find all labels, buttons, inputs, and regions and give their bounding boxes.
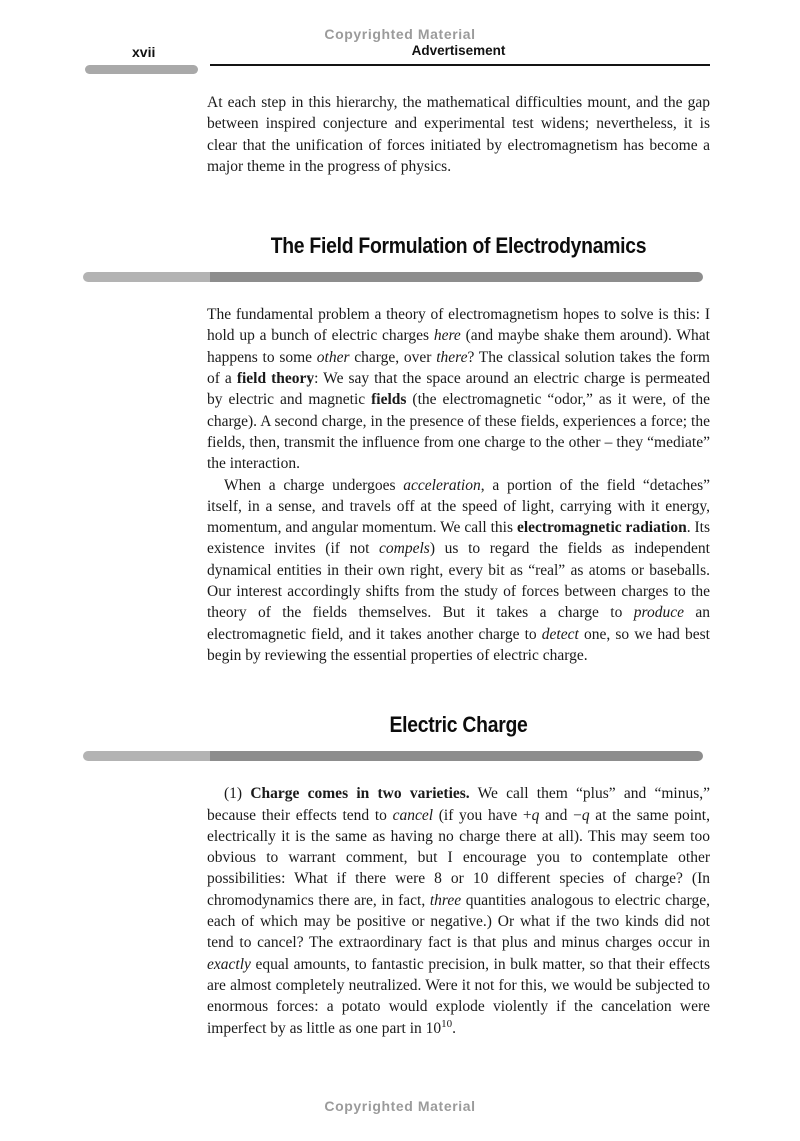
section-heading: The Field Formulation of Electrodynamics: [270, 233, 647, 259]
page-content: [0, 92, 800, 1039]
text-run: fields: [371, 391, 407, 409]
text-run: other: [316, 348, 350, 366]
copyright-notice-top: Copyrighted Material: [324, 26, 476, 42]
text-run: , a portion of the field “detaches” itself, in a sense, and travels off at the speed of light, carrying with it energy, momentum, and angular momentum. We call this: [207, 476, 710, 537]
text-run: (the electromagnetic “odor,” as it were, of the charge). A second charge, in the presence of these fields, experiences a force; the fields, then, transmit the influence from one charge to the other – they “mediate” the interaction.: [207, 391, 710, 473]
text-run: exactly: [207, 955, 251, 973]
section-divider: [83, 272, 703, 282]
text-run: quantities analogous to electric charge, each of which may be positive or negative.) Or what if the two kinds did not tend to cancel? The extraordinary fact is that plus and minus charges occur in: [207, 891, 711, 952]
text-run: The fundamental problem a theory of electromagnetism hopes to solve is this: I hold up a bunch of electric charges: [207, 306, 710, 345]
text-run: When a charge undergoes: [224, 476, 404, 494]
text-run: produce: [633, 604, 684, 622]
copyright-notice-bottom: Copyrighted Material: [324, 1098, 476, 1114]
text-run: one, so we had best begin by reviewing the essential properties of electric charge.: [207, 625, 710, 664]
text-run: acceleration: [403, 476, 481, 494]
text-run: an electromagnetic field, and it takes another charge to: [207, 604, 710, 643]
text-run: and −: [539, 806, 582, 824]
text-run: Charge comes in two varieties.: [250, 785, 470, 803]
text-run: three: [429, 891, 462, 909]
running-head: Advertisement: [411, 43, 506, 58]
text-run: compels: [379, 540, 430, 558]
header-gray-bar: [85, 65, 198, 74]
text-run: field theory: [236, 370, 315, 388]
section-electric-charge: [0, 712, 800, 1039]
section-intro: [0, 92, 800, 177]
text-run: (1): [224, 785, 251, 803]
text-run: here: [433, 327, 461, 345]
paragraph: [207, 475, 710, 667]
text-run: at the same point, electrically it is the same as having no charge there at all). This may seem too obvious to warrant comment, but I encourage you to contemplate other possibilities: What if there were 8 or 10 different species of charge? (In chromodynamics there are, in fact,: [207, 806, 710, 909]
page-number: xvii: [132, 44, 156, 60]
text-run: q: [581, 806, 590, 824]
text-run: electromagnetic radiation: [516, 519, 687, 537]
paragraph: [207, 92, 710, 177]
section-heading: Electric Charge: [389, 712, 528, 738]
text-run: charge, over: [349, 348, 437, 366]
text-run: ? The classical solution takes the form of a: [207, 348, 710, 388]
section-field-formulation: [0, 233, 800, 666]
text-run: We call them “plus” and “minus,” because their effects tend to: [207, 785, 711, 824]
text-run: detect: [541, 625, 579, 643]
text-run: (if you have +: [433, 806, 532, 824]
text-run: At each step in this hierarchy, the mathematical difficulties mount, and the gap between inspired conjecture and experimental test widens; nevertheless, it is clear that the unification of forces initiated by electromagnetism has become a major theme in the progress of physics.: [207, 94, 710, 175]
paragraph: [207, 783, 710, 1039]
text-run: equal amounts, to fantastic precision, in bulk matter, so that their effects are almost completely neutralized. Were it not for this, we would be subjected to enormous forces: a potato would explode violently if the cancelation were imperfect by as little as one part in 10: [207, 955, 710, 1037]
text-run: 10: [441, 1017, 453, 1030]
header-rule: [210, 64, 710, 66]
text-run: : We say that the space around an electric charge is permeated by electric and magnetic: [207, 370, 710, 409]
text-run: ) us to regard the fields as independent dynamical entities in their own right, every bit as “real” as atoms or baseballs. Our interest accordingly shifts from the study of forces between charges to the theory of the fields themselves. But it takes a charge to: [207, 540, 710, 622]
text-run: q: [531, 806, 540, 824]
text-run: there: [436, 348, 468, 366]
text-run: .: [452, 1019, 457, 1037]
text-run: cancel: [392, 806, 434, 824]
section-divider: [83, 751, 703, 761]
text-run: . Its existence invites (if not: [207, 519, 711, 558]
text-run: (and maybe shake them around). What happens to some: [207, 327, 710, 366]
paragraph: [207, 304, 710, 474]
